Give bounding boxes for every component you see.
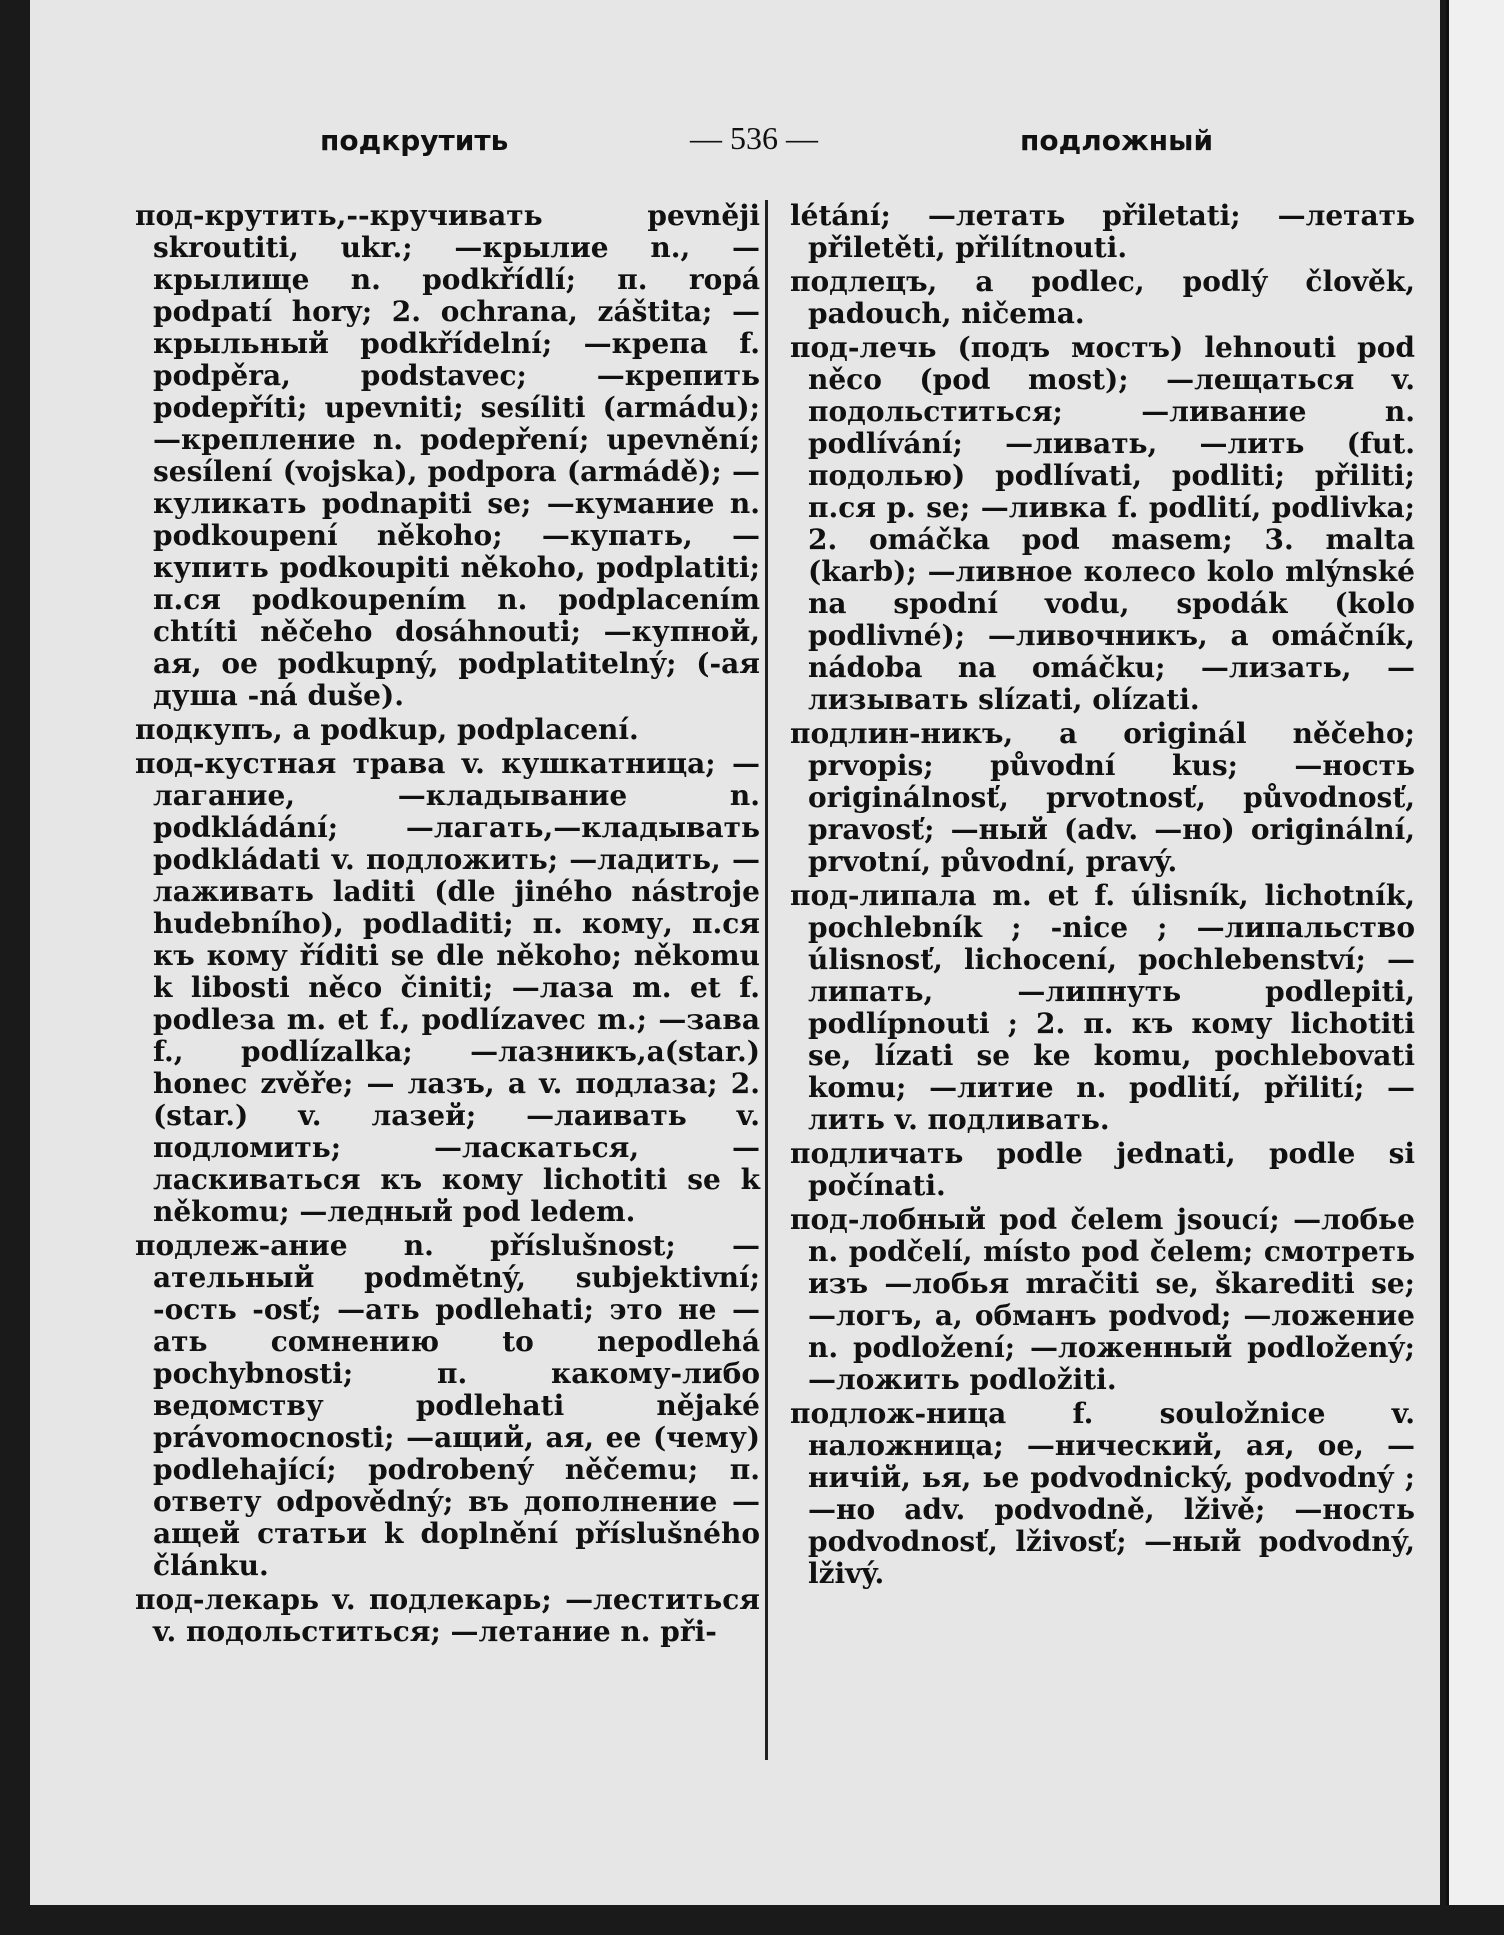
dictionary-entry: подлож-ница f. souložnice v. наложница; —нический, ая, ое, —ничій, ья, ье podvodnický, podvodný ; —но adv. podvodně, lživě; —ность podvodnosť, lživosť; —ный podvodný, lživý.	[790, 1397, 1415, 1590]
page-number: — 536 —	[690, 120, 818, 156]
dictionary-entry: под-липала m. et f. úlisník, lichotník, pochlebník ; -nice ; —липальство úlisnosť, lichocení, pochlebenství; —липать, —липнуть podlepiti, podlípnouti ; 2. п. къ кому lichotiti se, lízati se ke komu, pochlebovati komu; —литие n. podlití, přilití; —лить v. подливать.	[790, 879, 1415, 1136]
dictionary-entry: подлеж-ание n. příslušnost; —ательный podmětný, subjektivní; -ость -osť; —ать podlehati; это не —ать сомнению to nepodlehá pochybnosti; п. какому-либо ведомству podlehati nějaké právomocnosti; —ащий, ая, ее (чему) podlehající; podrobený něčemu; п. ответу odpovědný; въ дополнение —ащей статьи k doplnění příslušného článku.	[135, 1229, 760, 1582]
left-column	[135, 200, 760, 1650]
header-left-keyword: подкрутить	[320, 124, 509, 157]
dictionary-entry: подличать podle jednati, podle si počínati.	[790, 1137, 1415, 1202]
column-divider	[765, 200, 768, 1760]
dictionary-entry: под-кустная трава v. кушкатница; —лагание, —кладывание n. podkládání; —лагать,—кладывать podkládati v. подложить; —ладить, —лаживать laditi (dle jiného nástroje hudebního), podladiti; п. кому, п.ся къ кому říditi se dle někoho; někomu k libosti něco činiti; —лаза m. et f. podleза m. et f., podlízavec m.; —зава f., podlízalka; —лазникъ,a(star.) honec zvěře; — лазъ, а v. подлаза; 2. (star.) v. лазей; —лаивать v. подломить; —ласкаться, —ласкиваться къ кому lichotiti se k někomu; —ледный pod ledem.	[135, 747, 760, 1228]
dictionary-entry: под-лечь (подъ мостъ) lehnouti pod něco (pod most); —лещаться v. подольститься; —ливание n. podlívání; —ливать, —лить (fut. подолью) podlívati, podliti; přiliti; п.ся p. se; —ливка f. podlití, podlivka; 2. omáčka pod masem; 3. malta (karb); —ливное колесо kolo mlýnské na spodní vodu, spodák (kolo podlivné); —ливочникъ, а omáčník, nádoba na omáčku; —лизать, —лизывать slízati, olízati.	[790, 331, 1415, 716]
dictionary-entry: под-лекарь v. подлекарь; —леститься v. подольститься; —летание n. při-	[135, 1583, 760, 1648]
dictionary-entry: подлин-никъ, а originál něčeho; prvopis; původní kus; —ность originálnosť, prvotnosť, původnosť, pravosť; —ный (adv. —но) originální, prvotní, původní, pravý.	[790, 717, 1415, 878]
header-right-keyword: подложный	[1020, 124, 1214, 157]
adjacent-page-edge	[1446, 0, 1504, 1905]
dictionary-entry: подкупъ, а podkup, podplacení.	[135, 713, 639, 746]
dictionary-entry: létání; —летать přiletati; —летать přiletěti, přilítnouti.	[790, 199, 1415, 264]
dictionary-page	[30, 0, 1440, 1905]
dictionary-entry: под-лобный pod čelem jsoucí; —лобье n. podčelí, místo pod čelem; смотреть изъ —лобья mračiti se, škarediti se; —логъ, а, обманъ podvod; —ложение n. podložení; —ложенный podložený; —ложить podložiti.	[790, 1203, 1415, 1396]
dictionary-entry: подлецъ, а podlec, podlý člověk, padouch, ničema.	[790, 265, 1415, 330]
page-header	[30, 120, 1440, 164]
dictionary-entry: под-крутить,--кручивать pevněji skroutiti, ukr.; —крылие n., —крылище n. podkřídlí; п. ropá podpatí hory; 2. ochrana, záštita; —крыльный podkřídelní; —крепа f. podpěra, podstavec; —крепить podepříti; upevniti; sesíliti (armádu); —крепление n. podepření; upevnění; sesílení (vojska), podpora (armádě); — куликать podnapiti se; —кумание n. podkoupení někoho; —купать, —купить podkoupiti někoho, podplatiti; п.ся podkoupením n. podplacením chtíti něčeho dosáhnouti; —купной, ая, ое podkupný, podplatitelný; (-ая душа -ná duše).	[135, 199, 760, 712]
right-column	[790, 200, 1415, 1592]
